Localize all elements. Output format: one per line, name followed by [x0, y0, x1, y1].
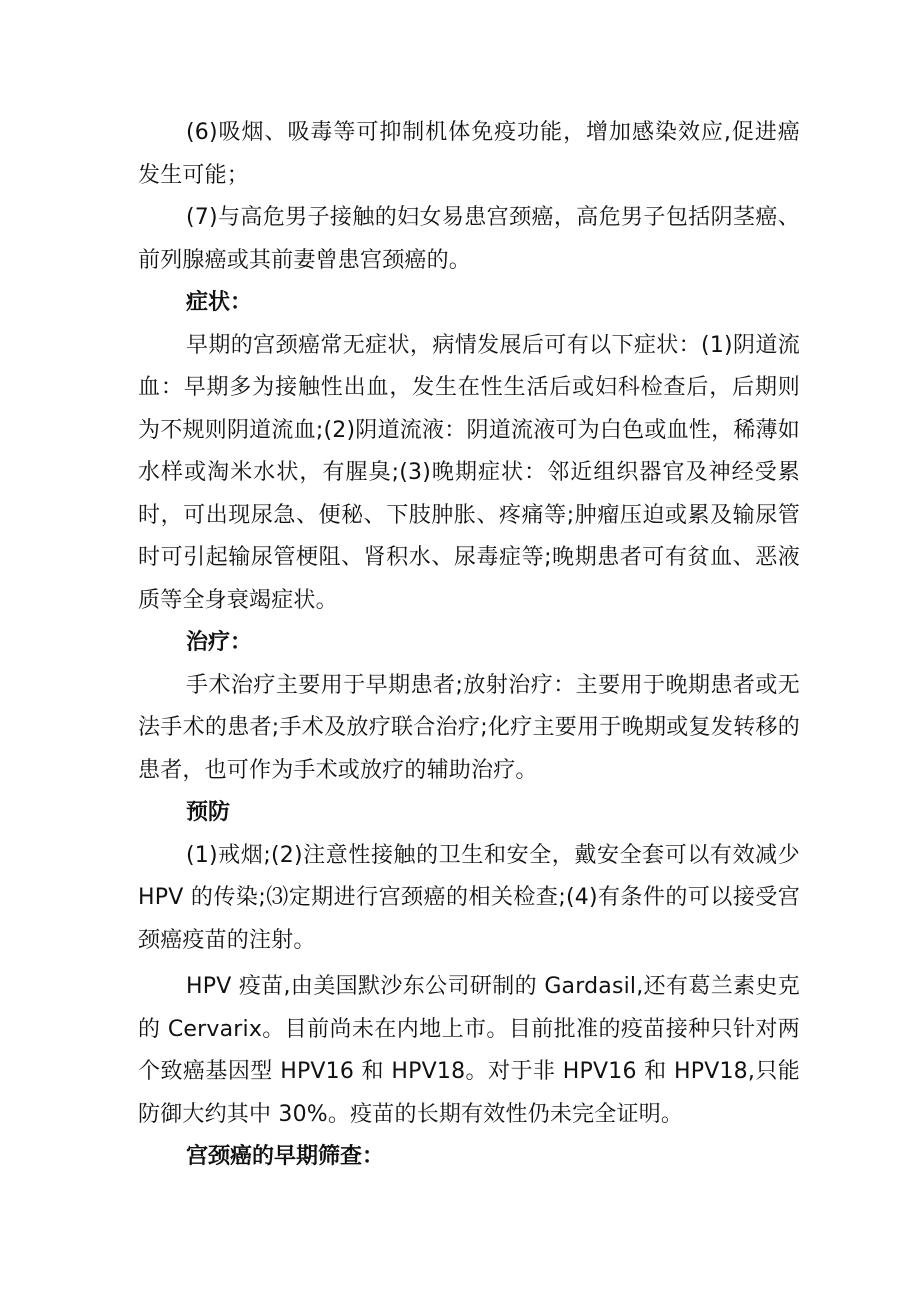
- document-page: [138, 112, 800, 1179]
- paragraph-prevention: (1)戒烟;(2)注意性接触的卫生和安全，戴安全套可以有效减少 HPV 的传染;⑶定期进行宫颈癌的相关检查;(4)有条件的可以接受宫颈癌疫苗的注射。: [138, 842, 800, 953]
- paragraph-risk-7: (7)与高危男子接触的妇女易患宫颈癌，高危男子包括阴茎癌、前列腺癌或其前妻曾患宫颈癌的。: [138, 205, 800, 273]
- heading-symptoms: 症状：: [186, 290, 253, 315]
- paragraph-risk-6: (6)吸烟、吸毒等可抑制机体免疫功能，增加感染效应,促进癌发生可能；: [138, 120, 800, 188]
- paragraph-treatment: 手术治疗主要用于早期患者;放射治疗：主要用于晚期患者或无法手术的患者;手术及放疗联合治疗;化疗主要用于晚期或复发转移的患者，也可作为手术或放疗的辅助治疗。: [138, 672, 800, 783]
- paragraph-symptoms: 早期的宫颈癌常无症状，病情发展后可有以下症状：(1)阴道流血：早期多为接触性出血，发生在性生活后或妇科检查后，后期则为不规则阴道流血;(2)阴道流液：阴道流液可为白色或血性，稀薄如水样或淘米水状，有腥臭;(3)晚期症状：邻近组织器官及神经受累时，可出现尿急、便秘、下肢肿胀、疼痛等;肿瘤压迫或累及输尿管时可引起输尿管梗阻、肾积水、尿毒症等;晚期患者可有贫血、恶液质等全身衰竭症状。: [138, 332, 800, 613]
- paragraph-vaccine: HPV 疫苗,由美国默沙东公司研制的 Gardasil,还有葛兰素史克的 Cervarix。目前尚未在内地上市。目前批准的疫苗接种只针对两个致癌基因型 HPV16 和 HPV18。对于非 HPV16 和 HPV18,只能防御大约其中 30%。疫苗的长期有效性仍未完全证明。: [138, 974, 800, 1127]
- heading-treatment: 治疗：: [186, 630, 253, 655]
- heading-prevention: 预防: [186, 800, 231, 825]
- heading-screening: 宫颈癌的早期筛查：: [186, 1144, 385, 1169]
